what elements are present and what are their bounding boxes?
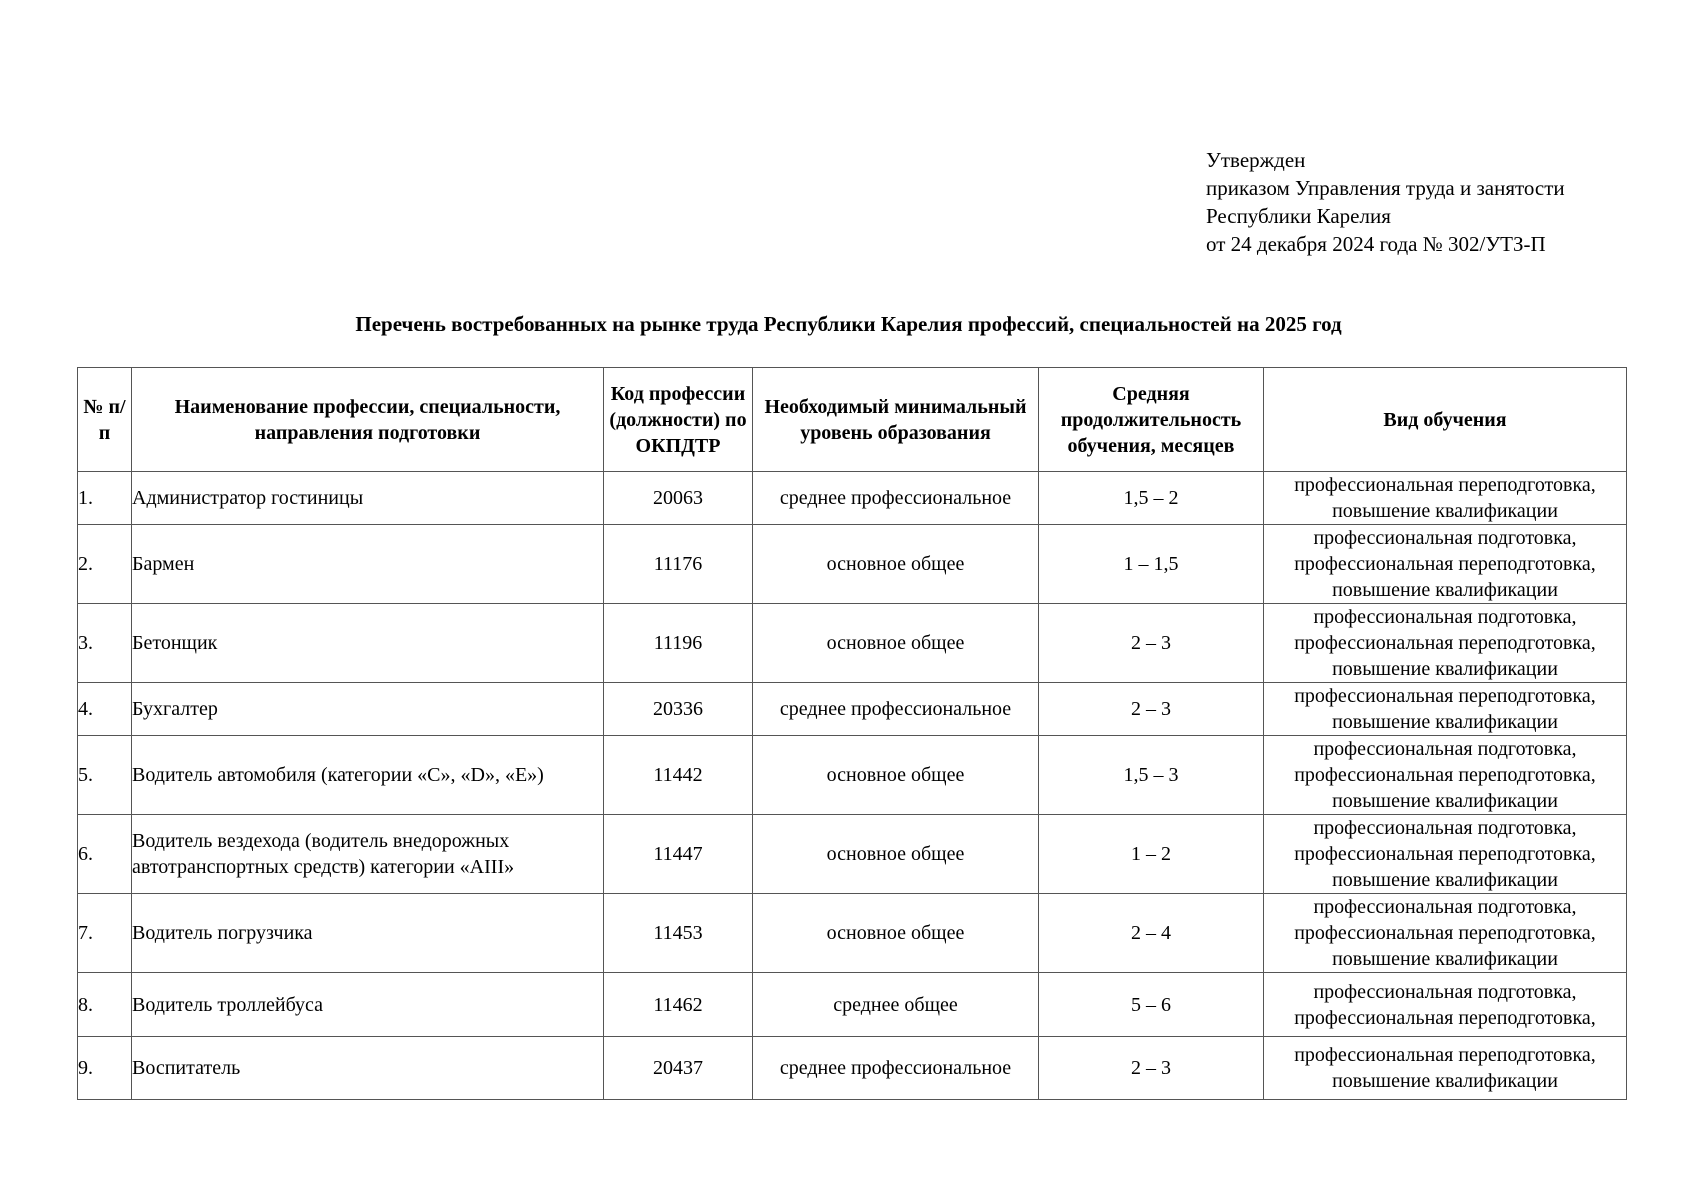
cell-name: Водитель вездехода (водитель внедорожных автотранспортных средств) категории «АIII» xyxy=(132,815,604,894)
header-kind: Вид обучения xyxy=(1264,368,1627,472)
kind-line: повышение квалификации xyxy=(1332,790,1558,812)
cell-kind xyxy=(1264,1037,1627,1100)
table-row xyxy=(78,472,1627,525)
kind-line: профессиональная подготовка, xyxy=(1313,606,1577,628)
approval-line: Республики Карелия xyxy=(1206,204,1391,228)
kind-line: повышение квалификации xyxy=(1332,948,1558,970)
table-row xyxy=(78,525,1627,604)
approval-line: приказом Управления труда и занятости xyxy=(1206,176,1565,200)
kind-line: профессиональная переподготовка, xyxy=(1294,764,1596,786)
cell-name: Водитель троллейбуса xyxy=(132,973,604,1037)
cell-edu: среднее общее xyxy=(753,973,1039,1037)
kind-line: профессиональная переподготовка, xyxy=(1294,1044,1596,1066)
cell-code: 20437 xyxy=(604,1037,753,1100)
cell-num: 7. xyxy=(78,894,132,973)
cell-edu: среднее профессиональное xyxy=(753,472,1039,525)
cell-num: 9. xyxy=(78,1037,132,1100)
table-row xyxy=(78,1037,1627,1100)
cell-kind xyxy=(1264,736,1627,815)
kind-line: профессиональная подготовка, xyxy=(1313,896,1577,918)
header-name: Наименование профессии, специальности, направления подготовки xyxy=(132,368,604,472)
header-duration: Средняя продолжительность обучения, месяцев xyxy=(1039,368,1264,472)
professions-table xyxy=(77,367,1627,1100)
cell-code: 11462 xyxy=(604,973,753,1037)
kind-line: повышение квалификации xyxy=(1332,500,1558,522)
cell-edu: основное общее xyxy=(753,604,1039,683)
cell-duration: 1 – 2 xyxy=(1039,815,1264,894)
header-code: Код профессии (должности) по ОКПДТР xyxy=(604,368,753,472)
table-row xyxy=(78,736,1627,815)
table-header-row xyxy=(78,368,1627,472)
cell-edu: основное общее xyxy=(753,525,1039,604)
cell-kind xyxy=(1264,472,1627,525)
kind-line: профессиональная подготовка, xyxy=(1313,527,1577,549)
kind-line: повышение квалификации xyxy=(1332,658,1558,680)
kind-line: повышение квалификации xyxy=(1332,711,1558,733)
cell-duration: 2 – 3 xyxy=(1039,604,1264,683)
cell-name: Воспитатель xyxy=(132,1037,604,1100)
document-title: Перечень востребованных на рынке труда Республики Карелия профессий, специальностей на 2025 год xyxy=(355,312,1342,336)
kind-line: профессиональная переподготовка, xyxy=(1294,1006,1596,1029)
kind-line: профессиональная подготовка, xyxy=(1313,980,1577,1003)
cell-num: 8. xyxy=(78,973,132,1037)
cell-num: 4. xyxy=(78,683,132,736)
cell-num: 2. xyxy=(78,525,132,604)
kind-line: профессиональная переподготовка, xyxy=(1294,922,1596,944)
cell-kind xyxy=(1264,604,1627,683)
cell-code: 11176 xyxy=(604,525,753,604)
kind-line: профессиональная переподготовка, xyxy=(1294,685,1596,707)
cell-kind xyxy=(1264,525,1627,604)
cell-kind xyxy=(1264,815,1627,894)
cell-kind xyxy=(1264,894,1627,973)
cell-duration: 5 – 6 xyxy=(1039,973,1264,1037)
cell-name: Водитель автомобиля (категории «C», «D», «E») xyxy=(132,736,604,815)
table-row xyxy=(78,683,1627,736)
kind-line: профессиональная подготовка, xyxy=(1313,738,1577,760)
kind-line: профессиональная подготовка, xyxy=(1313,817,1577,839)
cell-num: 3. xyxy=(78,604,132,683)
cell-code: 20336 xyxy=(604,683,753,736)
table-row xyxy=(78,894,1627,973)
kind-line: профессиональная переподготовка, xyxy=(1294,474,1596,496)
approval-block xyxy=(1206,146,1565,258)
table-row xyxy=(78,604,1627,683)
cell-name: Администратор гостиницы xyxy=(132,472,604,525)
cell-name: Бетонщик xyxy=(132,604,604,683)
cell-num: 6. xyxy=(78,815,132,894)
cell-edu: среднее профессиональное xyxy=(753,1037,1039,1100)
table-row xyxy=(78,815,1627,894)
cell-num: 1. xyxy=(78,472,132,525)
cell-name: Бухгалтер xyxy=(132,683,604,736)
cell-num: 5. xyxy=(78,736,132,815)
kind-line: повышение квалификации xyxy=(1332,869,1558,891)
header-edu: Необходимый минимальный уровень образования xyxy=(753,368,1039,472)
kind-line: профессиональная переподготовка, xyxy=(1294,843,1596,865)
table-row xyxy=(78,973,1627,1037)
approval-line: Утвержден xyxy=(1206,148,1306,172)
cell-duration: 1,5 – 3 xyxy=(1039,736,1264,815)
cell-code: 20063 xyxy=(604,472,753,525)
cell-duration: 2 – 3 xyxy=(1039,683,1264,736)
cell-duration: 1,5 – 2 xyxy=(1039,472,1264,525)
cell-kind xyxy=(1264,683,1627,736)
kind-line: повышение квалификации xyxy=(1332,1070,1558,1092)
cell-edu: среднее профессиональное xyxy=(753,683,1039,736)
cell-edu: основное общее xyxy=(753,815,1039,894)
kind-line: повышение квалификации xyxy=(1332,579,1558,601)
cell-name: Водитель погрузчика xyxy=(132,894,604,973)
kind-line: профессиональная переподготовка, xyxy=(1294,632,1596,654)
cell-duration: 2 – 4 xyxy=(1039,894,1264,973)
kind-line: профессиональная переподготовка, xyxy=(1294,553,1596,575)
cell-edu: основное общее xyxy=(753,736,1039,815)
cell-code: 11442 xyxy=(604,736,753,815)
approval-line: от 24 декабря 2024 года № 302/УТЗ-П xyxy=(1206,232,1546,256)
header-num: № п/п xyxy=(78,368,132,472)
cell-code: 11447 xyxy=(604,815,753,894)
cell-code: 11196 xyxy=(604,604,753,683)
cell-code: 11453 xyxy=(604,894,753,973)
cell-name: Бармен xyxy=(132,525,604,604)
cell-duration: 2 – 3 xyxy=(1039,1037,1264,1100)
cell-kind xyxy=(1264,973,1627,1037)
cell-duration: 1 – 1,5 xyxy=(1039,525,1264,604)
cell-edu: основное общее xyxy=(753,894,1039,973)
